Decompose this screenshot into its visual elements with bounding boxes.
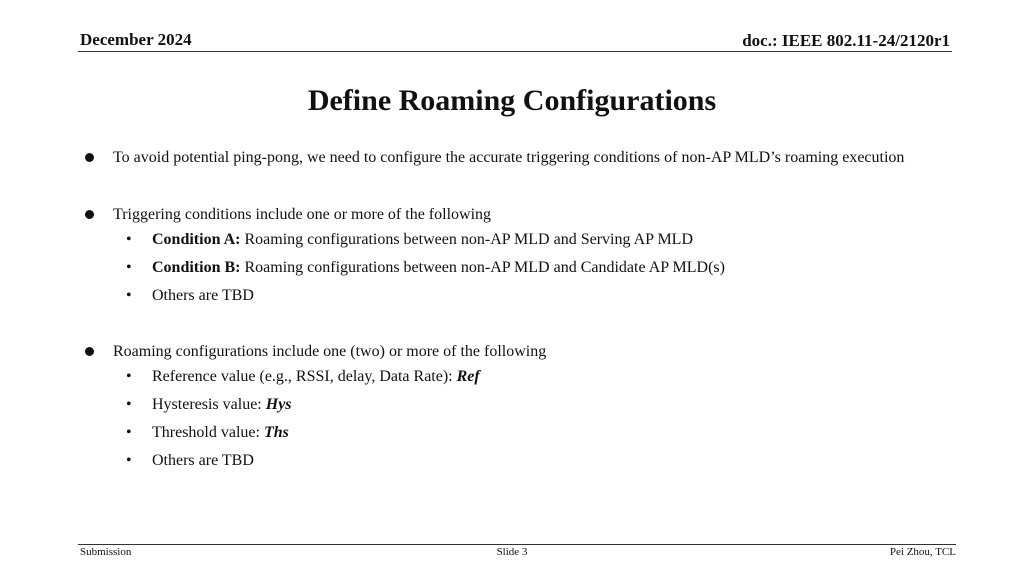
sub-item-reference-value (82, 363, 942, 391)
bullet-dot-icon (85, 347, 94, 356)
bullet-dot-icon (85, 153, 94, 162)
bullet-text: To avoid potential ping-pong, we need to configure the accurate triggering conditions of non-AP MLD’s roaming execution (113, 149, 905, 166)
sub-bullet-icon: • (126, 452, 132, 469)
slide-body (82, 146, 942, 475)
bullet-triggering-conditions (82, 203, 942, 226)
sub-bullet-icon: • (126, 368, 132, 385)
threshold-value-text: Threshold value: (152, 424, 264, 441)
sub-bullet-icon: • (126, 287, 132, 304)
sub-item-condition-b (82, 254, 942, 282)
slide-title: Define Roaming Configurations (307, 84, 717, 117)
others-tbd-text: Others are TBD (152, 287, 254, 304)
sub-bullet-icon: • (126, 396, 132, 413)
others-tbd-text: Others are TBD (152, 452, 254, 469)
condition-b-label: Condition B: (152, 259, 241, 276)
header-date: December 2024 (80, 30, 192, 49)
spacer (82, 169, 942, 203)
bullet-text: Triggering conditions include one or more of the following (113, 206, 492, 223)
condition-b-text: Roaming configurations between non-AP MLD and Candidate AP MLD(s) (240, 259, 725, 276)
reference-value-symbol: Ref (456, 368, 480, 385)
spacer (82, 310, 942, 340)
footer-divider (78, 544, 956, 545)
reference-value-text: Reference value (e.g., RSSI, delay, Data Rate): (152, 368, 457, 385)
condition-a-label: Condition A: (152, 231, 241, 248)
bullet-roaming-configurations (82, 340, 942, 363)
bullet-ping-pong (82, 146, 942, 169)
sub-item-others-tbd (82, 282, 942, 310)
bullet-text: Roaming configurations include one (two) or more of the following (113, 343, 547, 360)
header-divider (78, 51, 952, 52)
hysteresis-value-symbol: Hys (265, 396, 292, 413)
threshold-value-symbol: Ths (263, 424, 289, 441)
sub-bullet-icon: • (126, 424, 132, 441)
footer-author: Pei Zhou, TCL (889, 546, 956, 558)
sub-item-others-tbd-2 (82, 447, 942, 475)
sub-item-threshold-value (82, 419, 942, 447)
sub-item-hysteresis-value (82, 391, 942, 419)
footer-submission: Submission (80, 546, 132, 558)
sub-bullet-icon: • (126, 259, 132, 276)
sub-bullet-icon: • (126, 231, 132, 248)
hysteresis-value-text: Hysteresis value: (152, 396, 266, 413)
header-doc-id: doc.: IEEE 802.11-24/2120r1 (742, 31, 950, 50)
footer-slide-number: Slide 3 (496, 546, 528, 558)
condition-a-text: Roaming configurations between non-AP MLD and Serving AP MLD (240, 231, 694, 248)
bullet-dot-icon (85, 210, 94, 219)
sub-item-condition-a (82, 226, 942, 254)
